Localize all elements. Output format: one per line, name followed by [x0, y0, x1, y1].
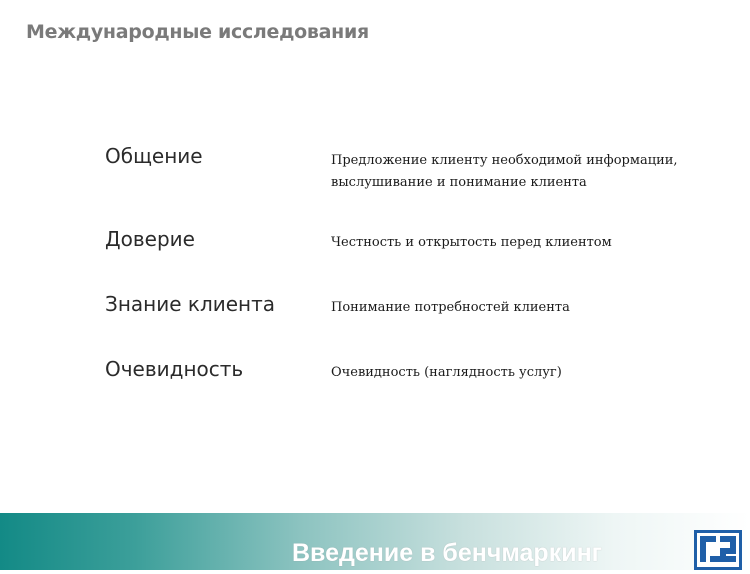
- company-logo-icon: [694, 530, 742, 570]
- definition-tangibility: Очевидность (наглядность услуг): [331, 365, 562, 380]
- term-tangibility: Очевидность: [105, 357, 244, 381]
- term-customer-knowledge: Знание клиента: [105, 292, 276, 316]
- slide-title: Международные исследования: [26, 21, 369, 43]
- definition-communication: Предложение клиенту необходимой информации, выслушивание и понимание клиента: [331, 153, 678, 190]
- definition-customer-knowledge: Понимание потребностей клиента: [331, 300, 570, 315]
- term-trust: Доверие: [105, 227, 195, 251]
- definition-trust: Честность и открытость перед клиентом: [331, 235, 612, 250]
- term-communication: Общение: [105, 144, 203, 168]
- footer-title: Введение в бенчмаркинг: [292, 539, 603, 567]
